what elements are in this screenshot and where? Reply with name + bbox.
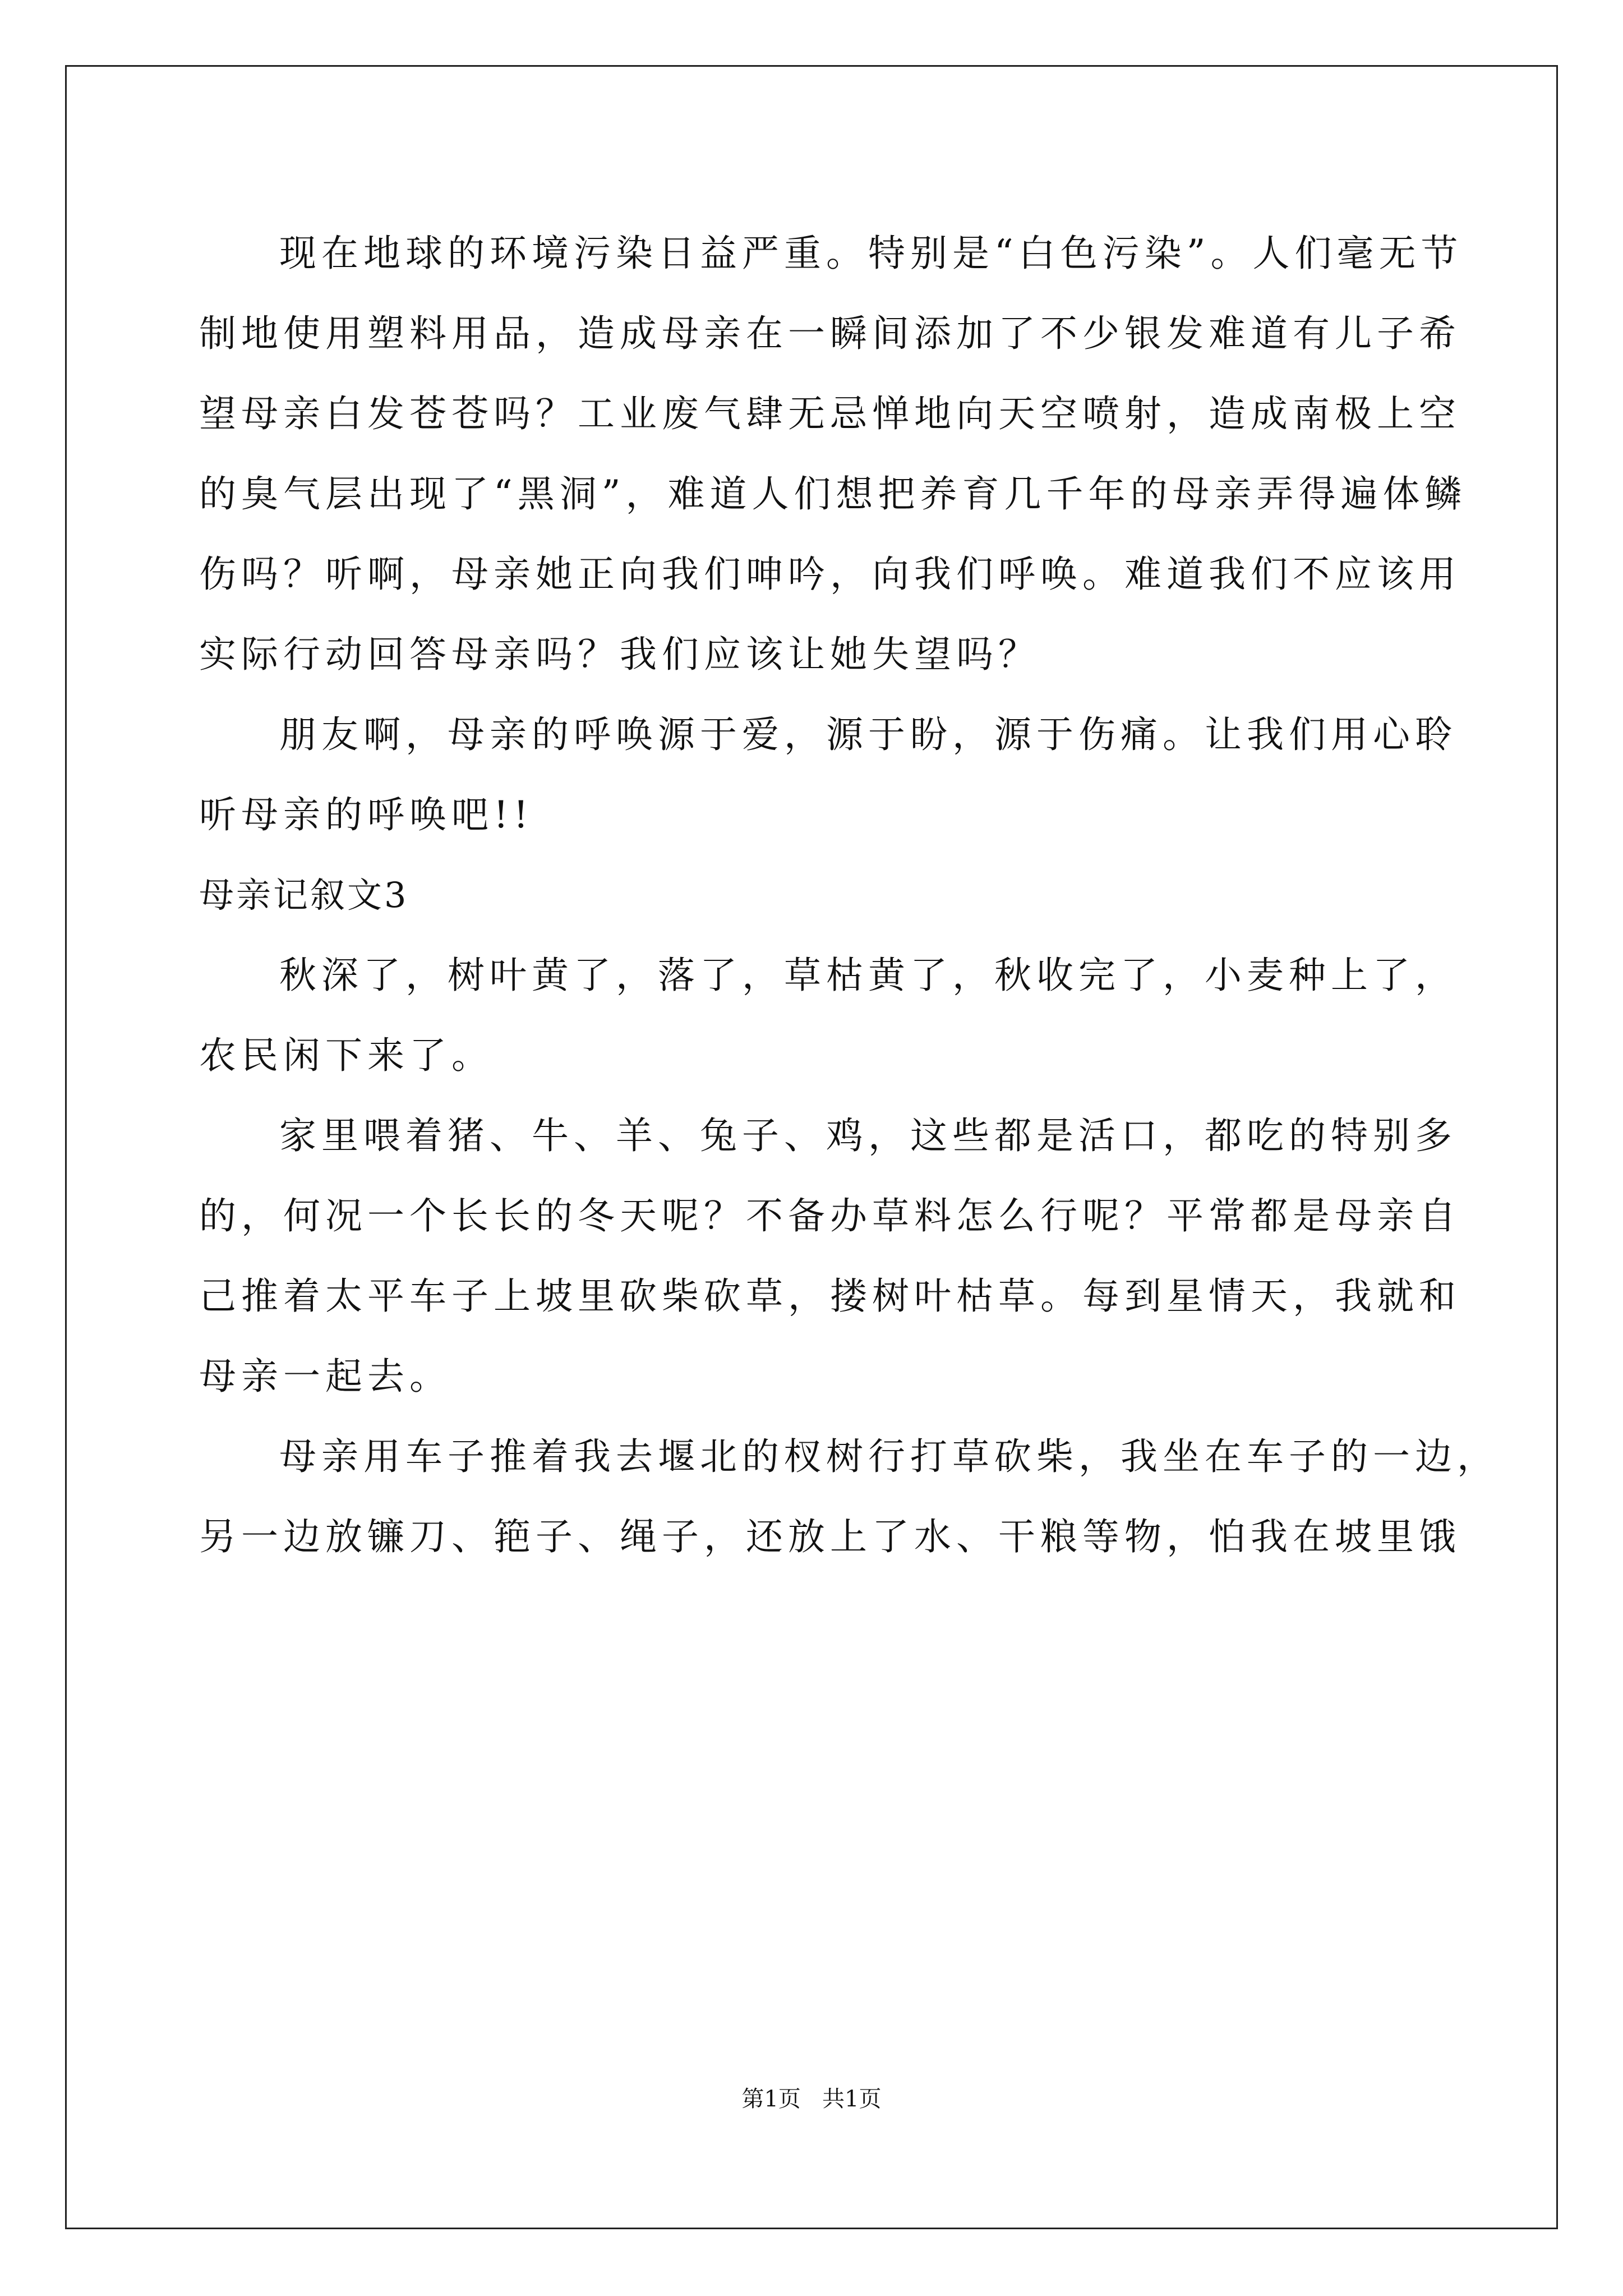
paragraph: [199, 1416, 1499, 1577]
text-line: 的臭气层出现了“黑洞”，难道人们想把养育几千年的母亲弄得遍体鳞: [199, 472, 1467, 516]
text-line: 母亲用车子推着我去堰北的杈树行打草砍柴，我坐在车子的一边，: [279, 1435, 1499, 1478]
text-line: 己推着太平车子上坡里砍柴砍草，搂树叶枯草。每到星情天，我就和: [199, 1274, 1461, 1318]
text-line: 秋深了，树叶黄了，落了，草枯黄了，秋收完了，小麦种上了，: [279, 954, 1457, 997]
text-line: 望母亲白发苍苍吗？工业废气肆无忌惮地向天空喷射，造成南极上空: [199, 392, 1461, 435]
paragraph: [199, 694, 1457, 855]
section-heading: 母亲记叙文3: [199, 875, 409, 915]
text-line: 朋友啊，母亲的呼唤源于爱，源于盼，源于伤痛。让我们用心聆: [279, 713, 1457, 756]
paragraph: [199, 935, 1457, 1096]
paragraph: [199, 1096, 1461, 1416]
text-line: 母亲一起去。: [199, 1355, 451, 1398]
text-line: 家里喂着猪、牛、羊、兔子、鸡，这些都是活口，都吃的特别多: [279, 1114, 1457, 1157]
text-line: 另一边放镰刀、筢子、绳子，还放上了水、干粮等物，怕我在坡里饿: [199, 1515, 1461, 1558]
paragraph: [199, 213, 1467, 694]
text-line: 制地使用塑料用品，造成母亲在一瞬间添加了不少银发难道有儿子希: [199, 312, 1461, 355]
text-line: 的，何况一个长长的冬天呢？不备办草料怎么行呢？平常都是母亲自: [199, 1194, 1461, 1237]
page-footer: 第1页 共1页: [741, 2086, 882, 2112]
document-body: [199, 213, 1499, 1577]
text-line: 农民闲下来了。: [199, 1034, 494, 1077]
text-line: 实际行动回答母亲吗？我们应该让她失望吗？: [199, 633, 1040, 676]
text-line: 现在地球的环境污染日益严重。特别是“白色污染”。人们毫无节: [279, 232, 1463, 275]
text-line: 伤吗？听啊，母亲她正向我们呻吟，向我们呼唤。难道我们不应该用: [199, 553, 1461, 596]
text-line: 听母亲的呼唤吧!!: [199, 793, 534, 836]
